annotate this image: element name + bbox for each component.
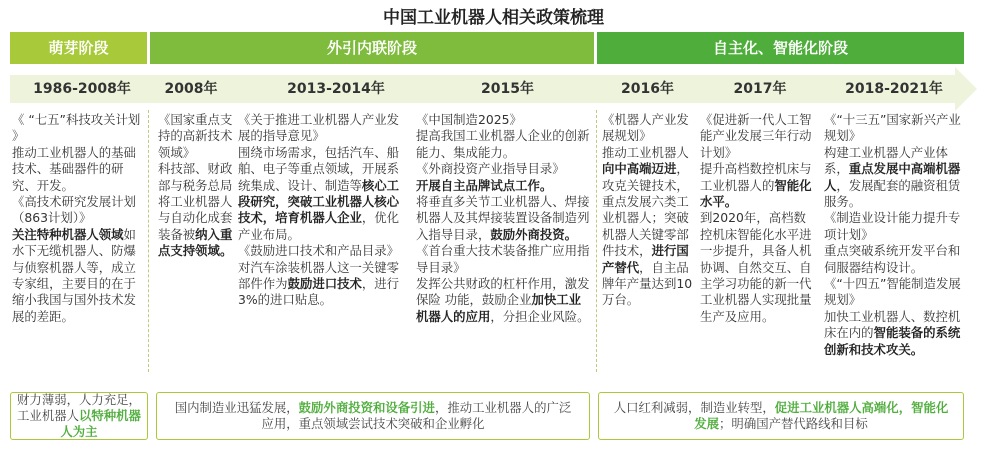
phase-sprout: 萌芽阶段 xyxy=(10,32,147,64)
policy-column-2013 xyxy=(238,112,408,309)
policy-desc: 关注特种机器人领域如水下无缆机器人、防爆与侦察机器人等，成立专家组，主要目的在于缩小我国与国外技术发展的差距。 xyxy=(12,226,136,324)
policy-desc: 推动工业机器人向中高端迈进，攻克关键技术，重点发展六类工业机器人；突破机器人关键零部件技术，进行国产替代，自主品牌年产量达到10万台。 xyxy=(602,144,693,308)
column-divider xyxy=(148,110,149,372)
highlight-text: 鼓励进口技术 xyxy=(287,276,362,292)
highlight-text: 开展自主品牌试点工作。 xyxy=(416,177,553,193)
highlight-text: 加快工业机器人的应用 xyxy=(416,292,582,324)
policy-desc: 提高我国工业机器人企业的创新能力、集成能力。 xyxy=(416,128,590,160)
highlight-text: 核心工段研究，突破工业机器人核心技术，培育机器人企业 xyxy=(238,177,400,226)
highlight-text: 智能化水平。 xyxy=(700,177,812,210)
phase-import: 外引内联阶段 xyxy=(150,32,594,64)
highlight-text: 鼓励外商投资。 xyxy=(490,226,578,242)
policy-desc: 提升高档数控机床与工业机器人的智能化水平。 xyxy=(700,161,812,210)
policy-desc: 将垂直多关节工业机器人、焊接机器人及其焊接装置设备制造列入指导目录，鼓励外商投资。 xyxy=(416,194,590,242)
year-label: 2018-2021年 xyxy=(845,81,943,97)
policy-title: 《鼓励进口技术和产品目录》 xyxy=(238,243,400,259)
highlight-text: 进行国产替代 xyxy=(602,243,689,275)
policy-title: 《首台重大技术装备推广应用指导目录》 xyxy=(416,243,590,275)
policy-title: 《高技术研究发展计划（863计划）》 xyxy=(12,194,136,226)
policy-desc: 构建工业机器人产业体系，重点发展中高端机器人，发展配套的融资租赁服务。 xyxy=(824,144,961,210)
policy-desc: 推动工业机器人的基础技术、基础器件的研究、开发。 xyxy=(12,144,136,193)
policy-column-2018 xyxy=(824,112,966,358)
year-label: 2008年 xyxy=(164,81,218,97)
policy-column-2017 xyxy=(700,112,818,325)
policy-column-1986 xyxy=(12,112,144,325)
year-label: 2017年 xyxy=(733,81,787,97)
highlight-text: 智能装备的系统创新和技术攻关。 xyxy=(824,325,961,357)
policy-title: 《促进新一代人工智能产业发展三年行动计划》 xyxy=(700,112,812,160)
policy-column-2016 xyxy=(602,112,694,309)
policy-desc: 发挥公共财政的杠杆作用，激发保险 功能，鼓励企业加快工业机器人的应用，分担企业风险。 xyxy=(416,276,590,324)
policy-title: 《外商投资产业指导目录》 xyxy=(416,161,565,177)
highlight-text: 关注特种机器人领域 xyxy=(12,226,124,242)
highlight-text: 以特种机器人为主 xyxy=(60,408,141,439)
page-title: 中国工业机器人相关政策梳理 xyxy=(383,8,604,28)
policy-column-2015 xyxy=(416,112,592,325)
year-label: 2015年 xyxy=(481,81,534,97)
policy-column-2008 xyxy=(158,112,236,260)
policy-title: 《关于推进工业机器人产业发展的指导意见》 xyxy=(238,112,400,144)
year-label: 1986-2008年 xyxy=(33,81,131,97)
policy-title: 《中国制造2025》 xyxy=(416,112,522,127)
highlight-text: 重点发展中高端机器人 xyxy=(824,161,961,193)
highlight-text: 鼓励外商投资和设备引进 xyxy=(298,400,435,415)
summary-box-import: 国内制造业迅猛发展，鼓励外商投资和设备引进，推动工业机器人的广泛应用，重点领域尝试技术突破和企业孵化 xyxy=(156,392,590,440)
policy-desc: 重点突破系统开发平台和伺服器结构设计。 xyxy=(824,243,961,275)
policy-desc: 对汽车涂装机器人这一关键零部件作为鼓励进口技术，进行3%的进口贴息。 xyxy=(238,259,400,308)
column-divider xyxy=(596,110,597,372)
year-label: 2016年 xyxy=(621,81,674,97)
highlight-text: 促进工业机器人高端化，智能化发展 xyxy=(694,400,949,431)
policy-title: 《 “七五”科技攻关计划 》 xyxy=(12,112,141,144)
policy-title: 《机器人产业发展规划》 xyxy=(602,112,689,144)
policy-title: 《“十四五”智能制造发展规划》 xyxy=(824,276,961,308)
policy-title: 《“十三五”国家新兴产业规划》 xyxy=(824,112,961,144)
policy-desc xyxy=(416,178,592,194)
policy-title: 《制造业设计能力提升专项计划》 xyxy=(824,210,961,242)
policy-desc: 科技部、财政部与税务总局将工业机器人与自动化成套装备被纳入重点支持领域。 xyxy=(158,161,233,259)
highlight-text: 向中高端迈进 xyxy=(602,161,677,177)
policy-desc: 加快工业机器人、数控机床在内的智能装备的系统创新和技术攻关。 xyxy=(824,308,961,357)
summary-box-sprout: 财力薄弱，人力充足，工业机器人以特种机器人为主 xyxy=(10,392,148,440)
policy-desc: 到2020年，高档数控机床智能化水平进一步提升，具备人机协调、自然交互、自主学习功能的新一代工业机器人实现批量生产及应用。 xyxy=(700,210,812,324)
year-label: 2013-2014年 xyxy=(287,81,385,97)
summary-box-autonomy: 人口红利减弱，制造业转型，促进工业机器人高端化，智能化发展；明确国产替代路线和目标 xyxy=(598,392,964,440)
policy-title: 《国家重点支持的高新技术领域》 xyxy=(158,112,233,160)
phase-autonomy: 自主化、智能化阶段 xyxy=(597,32,964,64)
highlight-text: 纳入重点支持领域。 xyxy=(158,226,233,259)
policy-desc: 围绕市场需求，包括汽车、船舶、电子等重点领域，开展系统集成、设计、制造等核心工段研究，突破工业机器人核心技术，培育机器人企业，优化产业布局。 xyxy=(238,144,400,242)
